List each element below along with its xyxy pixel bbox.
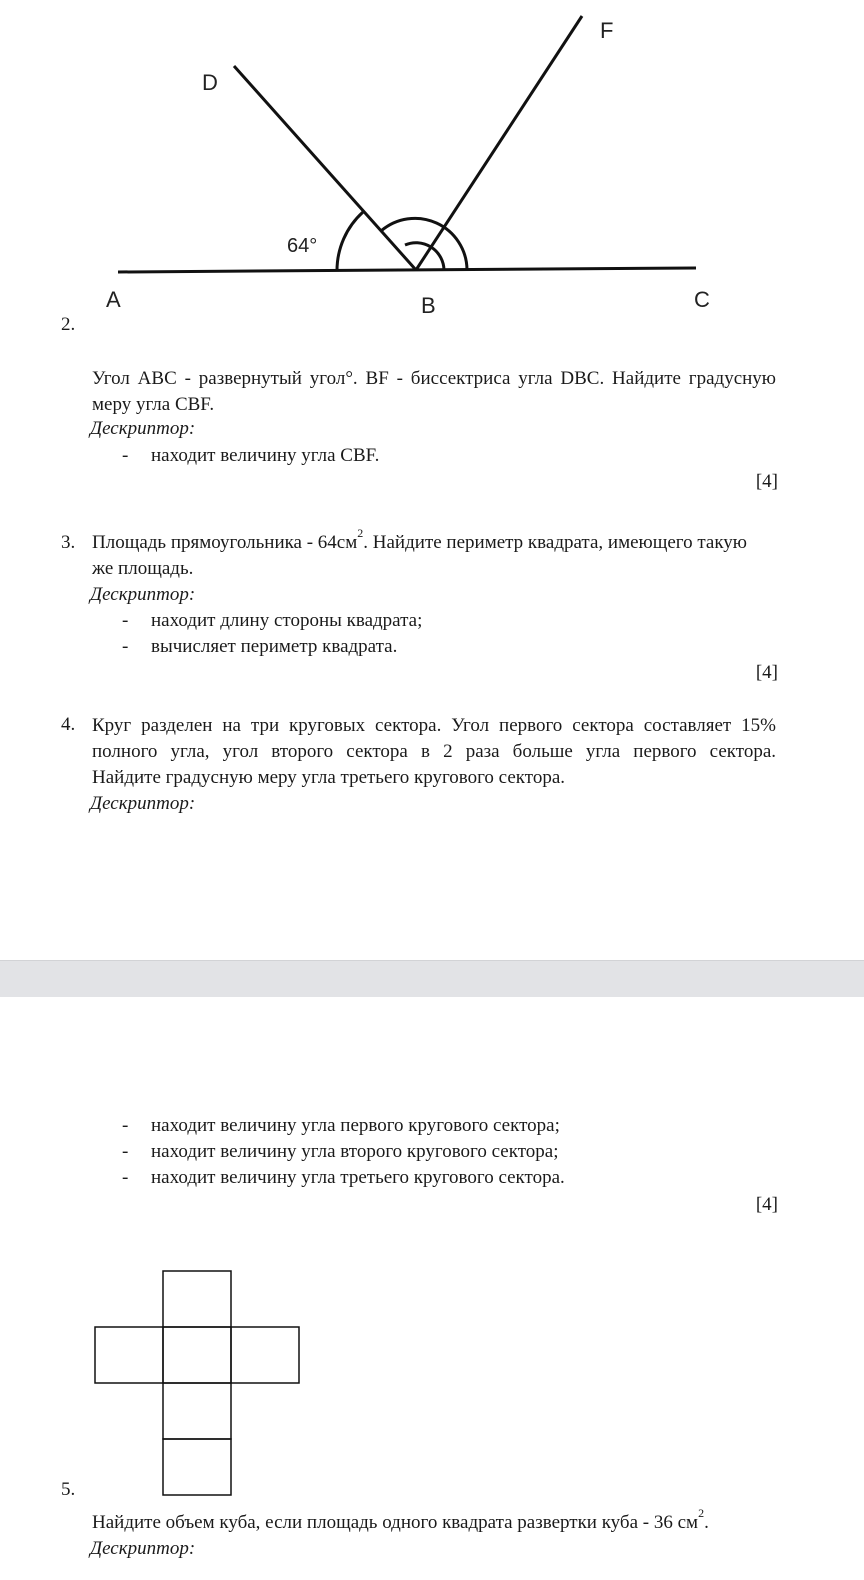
bullet-dash: - <box>122 1141 129 1162</box>
cube-net-figure <box>90 1269 305 1501</box>
ray-bf <box>416 16 582 270</box>
question-4-number: 4. <box>61 714 76 735</box>
question-3-number: 3. <box>61 532 76 553</box>
net-square-lower <box>163 1383 231 1439</box>
label-a: A <box>106 287 121 312</box>
angle-figure <box>0 0 864 330</box>
question-2-descriptor-item: находит величину угла CBF. <box>151 445 380 466</box>
net-square-top <box>163 1271 231 1327</box>
bullet-dash: - <box>122 636 129 657</box>
page-separator <box>0 960 864 997</box>
question-2-number: 2. <box>61 314 76 335</box>
question-2-text-line-2: меру угла CBF. <box>92 394 215 415</box>
question-3-descriptor-label: Дескриптор: <box>90 584 196 605</box>
question-4-descriptor-item-3: находит величину угла третьего кругового сектора. <box>151 1167 565 1188</box>
question-2-text-line-1: Угол ABC - развернутый угол°. BF - биссектриса угла DBC. Найдите градусную <box>92 368 776 389</box>
angle-label-64: 64° <box>287 235 318 257</box>
ray-bd <box>234 66 416 270</box>
line-ac <box>118 268 696 272</box>
question-4-descriptor-label: Дескриптор: <box>90 793 196 814</box>
net-square-bottom <box>163 1439 231 1495</box>
label-d: D <box>202 70 218 95</box>
question-4-text-line-3: Найдите градусную меру угла третьего кругового сектора. <box>92 767 565 788</box>
bullet-dash: - <box>122 1115 129 1136</box>
net-square-right <box>231 1327 299 1383</box>
question-2-descriptor-label: Дескриптор: <box>90 418 196 439</box>
question-4-descriptor-item-1: находит величину угла первого кругового сектора; <box>151 1115 560 1136</box>
bullet-dash: - <box>122 445 129 466</box>
question-4-text-line-2: полного угла, угол второго сектора в 2 раза больше угла первого сектора. <box>92 741 776 762</box>
question-5-text-sup: 2 <box>698 1505 705 1520</box>
label-f: F <box>600 18 614 43</box>
question-5-text <box>92 1505 709 1536</box>
label-c: C <box>694 287 710 312</box>
question-3-text-post: . Найдите периметр квадрата, имеющего такую <box>363 532 747 553</box>
question-5-text-pre: Найдите объем куба, если площадь одного квадрата развертки куба - 36 см <box>92 1512 699 1533</box>
question-5-descriptor-label: Дескриптор: <box>90 1538 196 1559</box>
arc-abd <box>337 212 363 271</box>
question-2-score: [4] <box>755 471 778 492</box>
question-3-descriptor-item-1: находит длину стороны квадрата; <box>151 610 423 631</box>
page-2 <box>0 997 864 1580</box>
net-square-center <box>163 1327 231 1383</box>
question-3-text-pre: Площадь прямоугольника - 64см <box>92 532 358 553</box>
bullet-dash: - <box>122 610 129 631</box>
question-4-text-line-1: Круг разделен на три круговых сектора. Угол первого сектора составляет 15% <box>92 715 776 736</box>
question-3-text-line-2: же площадь. <box>92 558 194 579</box>
question-3-text-line-1 <box>92 525 776 556</box>
question-4-descriptor-item-2: находит величину угла второго кругового сектора; <box>151 1141 559 1162</box>
question-4-score: [4] <box>755 1194 778 1215</box>
question-5-number: 5. <box>61 1479 76 1500</box>
question-3-text-sup: 2 <box>357 525 364 540</box>
question-3-score: [4] <box>755 662 778 683</box>
label-b: B <box>421 293 436 318</box>
bullet-dash: - <box>122 1167 129 1188</box>
net-square-left <box>95 1327 163 1383</box>
question-3-descriptor-item-2: вычисляет периметр квадрата. <box>151 636 398 657</box>
question-5-text-post: . <box>704 1512 709 1533</box>
